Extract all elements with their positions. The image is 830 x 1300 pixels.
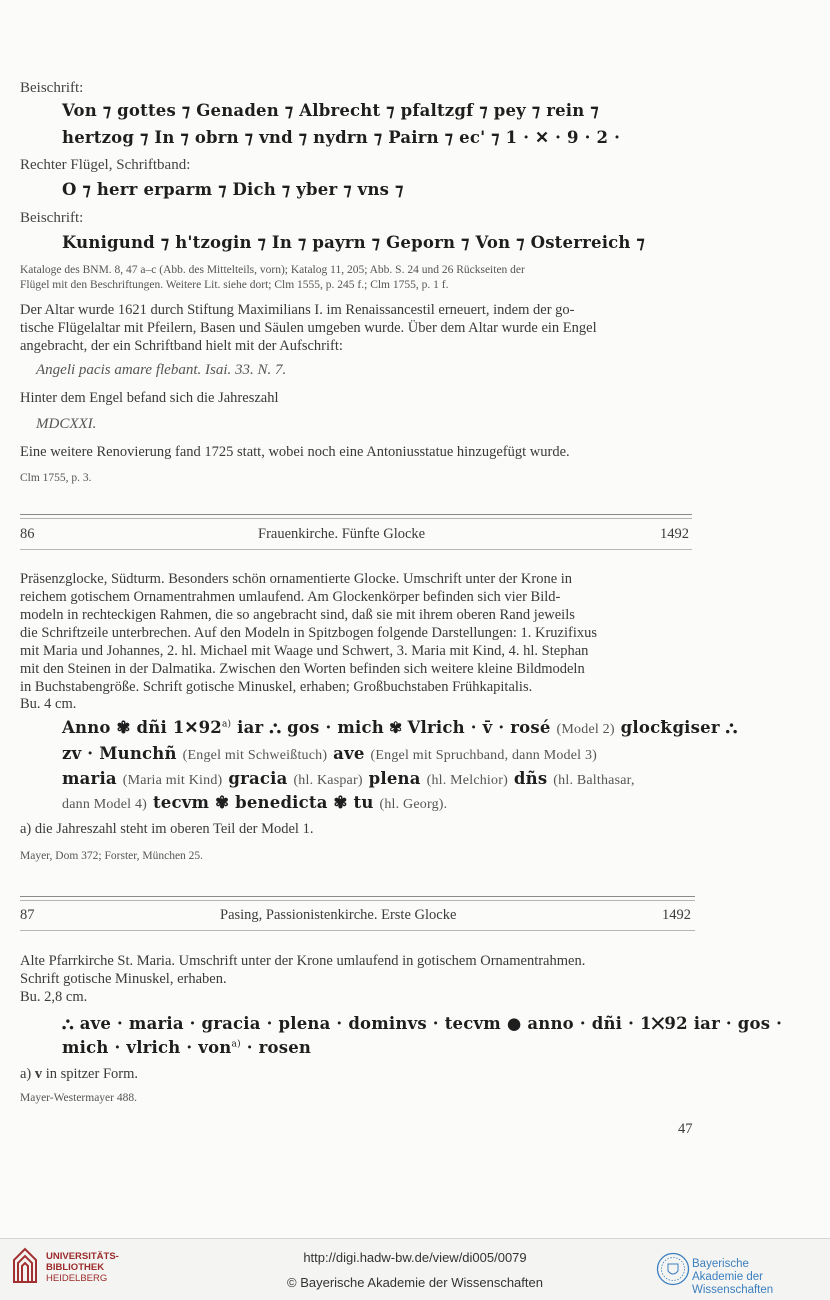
entry-86-desc-line-2: reichem gotischem Ornamentrahmen umlaufend. Am Glockenkörper befinden sich vier Bild- xyxy=(20,589,561,605)
page-number: 47 xyxy=(678,1121,693,1137)
gothic-inscription-3: Kunigund ⁊ h'tzogin ⁊ In ⁊ payrn ⁊ Geporn ⁊ Von ⁊ Osterreich ⁊ xyxy=(62,233,645,252)
academy-name-line-1: Bayerische xyxy=(692,1258,749,1270)
inscription-text: gracia xyxy=(228,769,288,788)
inscription-text: iar ⛬ gos · mich ✾ Vlrich · v̄ · rosé xyxy=(237,718,551,737)
inscription-annotation: (hl. Melchior) xyxy=(426,773,508,788)
university-library-name-line-2: BIBLIOTHEK xyxy=(46,1262,105,1273)
inscription-annotation: (Engel mit Spruchband, dann Model 3) xyxy=(370,748,598,763)
entry-86-desc-line-7: in Buchstabengröße. Schrift gotische Minuskel, erhaben; Großbuchstaben Frühkapitalis. xyxy=(20,679,533,695)
paragraph-line-2: tische Flügelaltar mit Pfeilern, Basen und Säulen umgeben wurde. Über dem Altar wurde ein Engel xyxy=(20,320,597,336)
year-quote: MDCXXI. xyxy=(36,416,97,432)
inscription-text: dñs xyxy=(513,769,548,788)
paragraph-line-1: Der Altar wurde 1621 durch Stiftung Maximilians I. im Renaissancestil erneuert, indem der go- xyxy=(20,302,575,318)
inscription-annotation: (Engel mit Schweißtuch) xyxy=(182,748,328,763)
academy-seal-icon[interactable] xyxy=(656,1252,690,1286)
divider-rule-86-top xyxy=(20,514,692,515)
entry-86-footnote: a) die Jahreszahl steht im oberen Teil der Model 1. xyxy=(20,821,314,837)
divider-rule-86-bottom xyxy=(20,549,692,550)
entry-87-size: Bu. 2,8 cm. xyxy=(20,989,88,1005)
inscription-annotation: (Maria mit Kind) xyxy=(122,773,223,788)
divider-rule-87-top-thin xyxy=(20,900,695,901)
paragraph-line-3: angebracht, der ein Schriftband hielt mit der Aufschrift: xyxy=(20,338,343,354)
inscription-text: tecvm ✾ benedicta ✾ tu xyxy=(152,793,374,812)
inscription-text: maria xyxy=(62,769,117,788)
entry-87-number: 87 xyxy=(20,907,35,923)
inscription-annotation: (Model 2) xyxy=(556,722,615,737)
label-beischrift-2: Beischrift: xyxy=(20,210,84,226)
inscription-annotation: (hl. Kaspar) xyxy=(293,773,363,788)
divider-rule-87-top xyxy=(20,896,695,897)
entry-86-inscription-line-4 xyxy=(62,793,447,813)
entry-86-size: Bu. 4 cm. xyxy=(20,696,77,712)
inscription-annotation: (hl. Georg). xyxy=(379,797,448,812)
footnote-marker: a) xyxy=(231,1039,241,1050)
entry-86-desc-line-1: Präsenzglocke, Südturm. Besonders schön ornamentierte Glocke. Umschrift unter der Krone in xyxy=(20,571,573,587)
university-library-name-line-3: HEIDELBERG xyxy=(46,1273,108,1284)
academy-name-link[interactable] xyxy=(692,1258,830,1297)
entry-86-inscription-line-2 xyxy=(62,744,597,764)
divider-rule-87-bottom xyxy=(20,930,695,931)
footnote-marker: a) xyxy=(221,719,232,730)
entry-86-desc-line-5: mit Maria und Johannes, 2. hl. Michael mit Waage und Schwert, 3. Maria mit Kind, 4. hl. Stephan xyxy=(20,643,589,659)
entry-86-title: Frauenkirche. Fünfte Glocke xyxy=(258,526,426,542)
entry-86-desc-line-4: die Schriftzeile unterbrechen. Auf den Modeln in Spitzbogen folgende Darstellungen: 1. Kruzifixus xyxy=(20,625,598,641)
entry-86-inscription-line-3 xyxy=(62,769,635,789)
entry-86-inscription-line-1 xyxy=(62,718,737,738)
gothic-inscription-1a: Von ⁊ gottes ⁊ Genaden ⁊ Albrecht ⁊ pfaltzgf ⁊ pey ⁊ rein ⁊ xyxy=(62,101,599,120)
entry-86-reference: Mayer, Dom 372; Forster, München 25. xyxy=(20,850,204,862)
inscription-text: plena xyxy=(368,769,421,788)
inscription-text: mich · vlrich · von xyxy=(62,1038,232,1057)
inscription-annotation: dann Model 4) xyxy=(62,797,148,812)
paragraph-line-4: Hinter dem Engel befand sich die Jahreszahl xyxy=(20,390,279,406)
entry-87-desc-line-1: Alte Pfarrkirche St. Maria. Umschrift unter der Krone umlaufend in gotischem Ornamentrahmen. xyxy=(20,953,586,969)
entry-87-inscription-line-1: ⛬ ave · maria · gracia · plena · dominvs · tecvm ● anno · dñi · 1✕92 iar · gos · xyxy=(62,1014,783,1033)
divider-rule-86-top-thin xyxy=(20,518,692,519)
entry-86-number: 86 xyxy=(20,526,35,542)
gothic-inscription-2: O ⁊ herr erparm ⁊ Dich ⁊ yber ⁊ vns ⁊ xyxy=(62,180,404,199)
reference-line-1: Kataloge des BNM. 8, 47 a–c (Abb. des Mittelteils, vorn); Katalog 11, 205; Abb. S. 24 und 26 Rückseiten der xyxy=(20,264,525,276)
entry-86-year: 1492 xyxy=(660,526,689,542)
latin-quote: Angeli pacis amare flebant. Isai. 33. N. 7. xyxy=(36,362,287,378)
entry-87-footnote xyxy=(20,1066,138,1084)
reference-line-3: Clm 1755, p. 3. xyxy=(20,472,92,484)
entry-87-reference: Mayer-Westermayer 488. xyxy=(20,1092,137,1104)
inscription-text: glocꝁgiser ⛬ xyxy=(620,718,738,737)
entry-86-desc-line-3: modeln in rechteckigen Rahmen, die so angebracht sind, daß sie mit ihrem oberen Rand jeweils xyxy=(20,607,575,623)
paragraph-line-5: Eine weitere Renovierung fand 1725 statt, wobei noch eine Antoniusstatue hinzugefügt wurde. xyxy=(20,444,570,460)
copyright-notice: © Bayerische Akademie der Wissenschaften xyxy=(287,1275,543,1290)
reference-line-2: Flügel mit den Beschriftungen. Weitere Lit. siehe dort; Clm 1555, p. 245 f.; Clm 1755, p. 1 f. xyxy=(20,279,449,291)
inscription-text: Anno ✾ dñi 1✕92 xyxy=(62,718,222,737)
footnote-letter: v xyxy=(34,1066,43,1082)
entry-87-title: Pasing, Passionistenkirche. Erste Glocke xyxy=(220,907,457,923)
gothic-inscription-1b: hertzog ⁊ In ⁊ obrn ⁊ vnd ⁊ nydrn ⁊ Pairn ⁊ ec' ⁊ 1 · ✕ · 9 · 2 · xyxy=(62,128,621,147)
inscription-annotation: (hl. Balthasar, xyxy=(553,773,635,788)
footnote-label: a) xyxy=(20,1066,32,1082)
document-url-link[interactable]: http://digi.hadw-bw.de/view/di005/0079 xyxy=(303,1250,527,1265)
inscription-text: zv · Munchñ xyxy=(62,744,177,763)
university-library-name-line-1: UNIVERSITÄTS- xyxy=(46,1251,119,1262)
entry-87-desc-line-2: Schrift gotische Minuskel, erhaben. xyxy=(20,971,227,987)
inscription-text: · rosen xyxy=(246,1038,312,1057)
label-beischrift-1: Beischrift: xyxy=(20,80,84,96)
entry-87-inscription-line-2 xyxy=(62,1038,311,1057)
inscription-text: ave xyxy=(333,744,365,763)
entry-86-desc-line-6: mit den Steinen in der Dalmatika. Zwischen den Worten befinden sich weitere kleine Bildmodeln xyxy=(20,661,585,677)
label-rechter-fluegel: Rechter Flügel, Schriftband: xyxy=(20,157,191,173)
footnote-text: in spitzer Form. xyxy=(45,1066,138,1082)
academy-name-line-2: Akademie der Wissenschaften xyxy=(692,1271,774,1296)
entry-87-year: 1492 xyxy=(662,907,691,923)
